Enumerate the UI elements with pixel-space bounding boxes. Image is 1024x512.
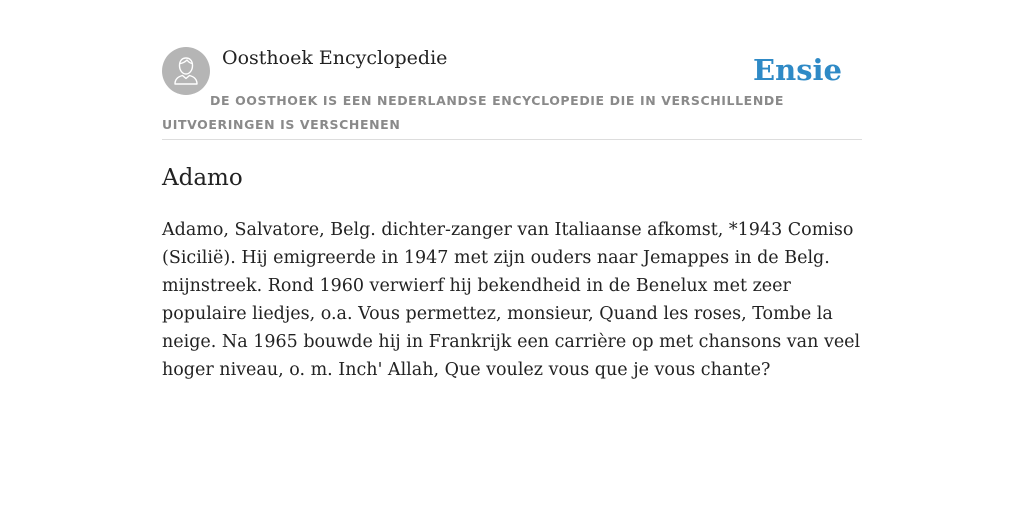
user-outline-icon	[162, 47, 210, 95]
avatar[interactable]	[162, 47, 210, 95]
content-container	[162, 0, 862, 380]
article-title: Adamo	[162, 165, 243, 191]
source-header	[162, 0, 862, 140]
source-name[interactable]: Oosthoek Encyclopedie	[222, 47, 448, 69]
brand-logo[interactable]: Ensie	[753, 53, 842, 87]
source-description: DE OOSTHOEK IS EEN NEDERLANDSE ENCYCLOPEDIE DIE IN VERSCHILLENDE UITVOERINGEN IS VERSCHENEN	[162, 93, 784, 132]
article-body: Adamo, Salvatore, Belg. dichter-zanger van Italiaanse afkomst, *1943 Comiso (Sicilië). Hij emigreerde in 1947 met zijn ouders naar Jemappes in de Belg. mijnstreek. Rond 1960 verwierf hij bekendheid in de Benelux met zeer populaire liedjes, o.a. Vous permettez, monsieur, Quand les roses, Tombe la neige. Na 1965 bouwde hij in Frankrijk een carrière op met chansons van veel hoger niveau, o. m. Inch' Allah, Que voulez vous que je vous chante?	[162, 220, 861, 380]
